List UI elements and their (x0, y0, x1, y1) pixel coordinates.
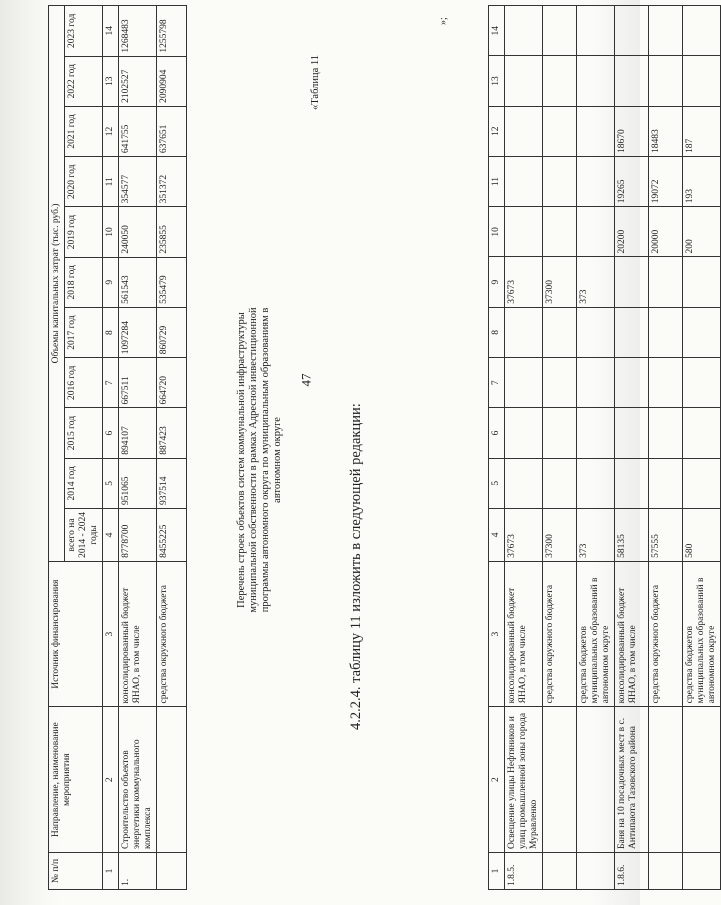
table-cell (649, 6, 683, 56)
table-cell: 894107 (119, 408, 157, 458)
table-cell: Строительство объектов энергетики коммунального комплекса (119, 707, 157, 853)
table-cell (577, 852, 615, 889)
column-number: 14 (103, 6, 119, 57)
hdr-cell: 5 (489, 458, 505, 508)
table-cell: 1097284 (119, 307, 157, 357)
table-cell: 1.8.6. (615, 852, 649, 889)
table-cell (683, 56, 721, 106)
table-cell: 19072 (649, 156, 683, 206)
header-row (49, 6, 65, 890)
hdr-cell: 3 (489, 561, 505, 707)
quote-end: »; (438, 17, 449, 25)
table-cell: 2090904 (157, 56, 187, 106)
hdr-cell: 2 (489, 707, 505, 853)
table-cell: 1. (119, 852, 157, 889)
table-cell: 637651 (157, 106, 187, 156)
table-cell (615, 257, 649, 307)
table-cell: 235855 (157, 207, 187, 257)
table-cell (543, 307, 577, 357)
table-cell (683, 852, 721, 889)
header-year: 2014 год (65, 458, 103, 508)
column-number: 6 (103, 408, 119, 458)
table-cell: 373 (577, 257, 615, 307)
table-row (649, 6, 683, 890)
table-cell: 37300 (543, 508, 577, 561)
column-number: 2 (103, 707, 119, 853)
table-cell (157, 852, 187, 889)
header-no: № п/п (49, 852, 103, 889)
table-cell: 57555 (649, 508, 683, 561)
table-cell (505, 458, 543, 508)
table-cell: 1268483 (119, 6, 157, 57)
table-cell: средства окружного бюджета (649, 561, 683, 707)
lower-table-body (49, 6, 187, 890)
table-cell: 37300 (543, 257, 577, 307)
table-cell: 37673 (505, 508, 543, 561)
table-cell (683, 6, 721, 56)
table-cell (615, 307, 649, 357)
header-year: 2016 год (65, 358, 103, 408)
header-name: Направление, наименование мероприятия (49, 707, 103, 853)
table-cell: 8455225 (157, 508, 187, 561)
table-cell: 580 (683, 508, 721, 561)
table-cell (505, 6, 543, 56)
table-cell: 2102527 (119, 56, 157, 106)
table-row (683, 6, 721, 890)
header-year: 2019 год (65, 207, 103, 257)
table-cell (543, 207, 577, 257)
table-cell (543, 852, 577, 889)
table-cell (577, 207, 615, 257)
table-cell (649, 852, 683, 889)
table-cell: 37673 (505, 257, 543, 307)
table-cell (505, 408, 543, 458)
upper-table-header-row (489, 6, 505, 890)
hdr-cell: 4 (489, 508, 505, 561)
table-row (119, 6, 157, 890)
hdr-cell: 1 (489, 852, 505, 889)
table-cell (649, 257, 683, 307)
table-cell: 354577 (119, 157, 157, 207)
table-cell: 641755 (119, 106, 157, 156)
table-row (157, 6, 187, 890)
table-cell: 18483 (649, 106, 683, 156)
table-cell (543, 458, 577, 508)
column-number: 3 (103, 561, 119, 707)
table-cell (615, 56, 649, 106)
column-number: 11 (103, 157, 119, 207)
table-row (505, 6, 543, 890)
table-cell (649, 458, 683, 508)
hdr-cell: 7 (489, 358, 505, 408)
table-cell: 373 (577, 508, 615, 561)
header-year: 2018 год (65, 257, 103, 307)
table-cell (577, 408, 615, 458)
header-year: 2021 год (65, 106, 103, 156)
header-volumes: Объемы капитальных затрат (тыс. руб.) (49, 6, 65, 562)
header-total: всего на 2014 - 2024 годы (65, 508, 103, 561)
header-year: 2022 год (65, 56, 103, 106)
hdr-cell: 11 (489, 156, 505, 206)
table-cell (615, 6, 649, 56)
table-cell: 937514 (157, 458, 187, 508)
table-cell: 20200 (615, 207, 649, 257)
column-number: 9 (103, 257, 119, 307)
table-cell: 1.8.5. (505, 852, 543, 889)
table-cell (505, 106, 543, 156)
column-number: 8 (103, 307, 119, 357)
hdr-cell: 14 (489, 6, 505, 56)
table-cell (505, 307, 543, 357)
column-number: 10 (103, 207, 119, 257)
hdr-cell: 10 (489, 207, 505, 257)
table-cell (577, 106, 615, 156)
rotated-page (48, 5, 717, 890)
table-cell (543, 156, 577, 206)
table-cell (615, 408, 649, 458)
table-cell (543, 56, 577, 106)
table-cell (683, 307, 721, 357)
table-cell (577, 307, 615, 357)
table-cell (649, 707, 683, 853)
table-cell (543, 408, 577, 458)
table-title: Перечень строек объектов систем коммунальной инфраструктуры муниципальной собственности в рамках Адресной инвестиционной программы автономного округа по муниципальным образованиям в автономном округе (236, 307, 283, 613)
upper-table-body (505, 6, 721, 890)
table-cell (577, 458, 615, 508)
hdr-cell: 12 (489, 106, 505, 156)
table-cell: средства окружного бюджета (543, 561, 577, 707)
table-cell (649, 358, 683, 408)
header-year: 2020 год (65, 157, 103, 207)
table-cell: консолидированный бюджет ЯНАО, в том числе (119, 561, 157, 707)
table-cell: 193 (683, 156, 721, 206)
table-cell: Баня на 10 посадочных мест в с. Антипаюта Тазовского района (615, 707, 649, 853)
table-cell (157, 707, 187, 853)
table-cell (683, 257, 721, 307)
header-year: 2023 год (65, 6, 103, 57)
table-cell: консолидированный бюджет ЯНАО, в том числе (615, 561, 649, 707)
hdr-cell: 13 (489, 56, 505, 106)
column-number: 4 (103, 508, 119, 561)
lower-table (48, 5, 187, 890)
table-cell: 664720 (157, 358, 187, 408)
table-cell: средства бюджетов муниципальных образований в автономном округе (683, 561, 721, 707)
header-year: 2017 год (65, 307, 103, 357)
table-cell (683, 707, 721, 853)
table-label: «Таблица 11 (310, 54, 321, 110)
column-number: 5 (103, 458, 119, 508)
table-cell (505, 56, 543, 106)
table-cell (505, 207, 543, 257)
column-number: 1 (103, 852, 119, 889)
table-cell: средства бюджетов муниципальных образований в автономном округе (577, 561, 615, 707)
table-cell (649, 56, 683, 106)
table-cell: 18670 (615, 106, 649, 156)
table-cell: 187 (683, 106, 721, 156)
table-cell: 19265 (615, 156, 649, 206)
table-cell (505, 358, 543, 408)
table-cell (649, 307, 683, 357)
table-cell: консолидированный бюджет ЯНАО, в том числе (505, 561, 543, 707)
table-cell (683, 408, 721, 458)
table-row (543, 6, 577, 890)
table-cell (543, 707, 577, 853)
table-cell (543, 6, 577, 56)
table-cell: Освещение улицы Нефтяников и улиц промышленной зоны города Муравленко (505, 707, 543, 853)
table-cell: 860729 (157, 307, 187, 357)
table-cell (577, 156, 615, 206)
table-cell (543, 106, 577, 156)
table-cell (577, 6, 615, 56)
table-row (615, 6, 649, 890)
table-cell: 240050 (119, 207, 157, 257)
table-row (577, 6, 615, 890)
table-cell (505, 156, 543, 206)
header-year: 2015 год (65, 408, 103, 458)
table-cell (615, 358, 649, 408)
column-number: 12 (103, 106, 119, 156)
number-row (103, 6, 119, 890)
table-cell (649, 408, 683, 458)
table-cell: 535479 (157, 257, 187, 307)
table-cell: 1255798 (157, 6, 187, 57)
table-cell: 351372 (157, 157, 187, 207)
table-cell: 200 (683, 207, 721, 257)
column-number: 13 (103, 56, 119, 106)
table-cell: 667511 (119, 358, 157, 408)
hdr-cell: 6 (489, 408, 505, 458)
hdr-cell: 9 (489, 257, 505, 307)
column-number: 7 (103, 358, 119, 408)
table-cell (577, 707, 615, 853)
table-cell: 20000 (649, 207, 683, 257)
table-cell (615, 458, 649, 508)
hdr-cell: 8 (489, 307, 505, 357)
table-cell (543, 358, 577, 408)
table-cell: средства окружного бюджета (157, 561, 187, 707)
table-cell: 561543 (119, 257, 157, 307)
upper-table (488, 5, 721, 890)
page-number: 47 (298, 373, 314, 387)
section-heading: 4.2.2.4. таблицу 11 изложить в следующей редакции: (348, 403, 364, 730)
table-cell: 887423 (157, 408, 187, 458)
table-cell: 8778700 (119, 508, 157, 561)
table-cell (683, 458, 721, 508)
table-cell (577, 358, 615, 408)
header-source: Источник финансирования (49, 561, 103, 707)
table-cell (577, 56, 615, 106)
table-cell (683, 358, 721, 408)
table-cell: 951065 (119, 458, 157, 508)
table-cell: 58135 (615, 508, 649, 561)
